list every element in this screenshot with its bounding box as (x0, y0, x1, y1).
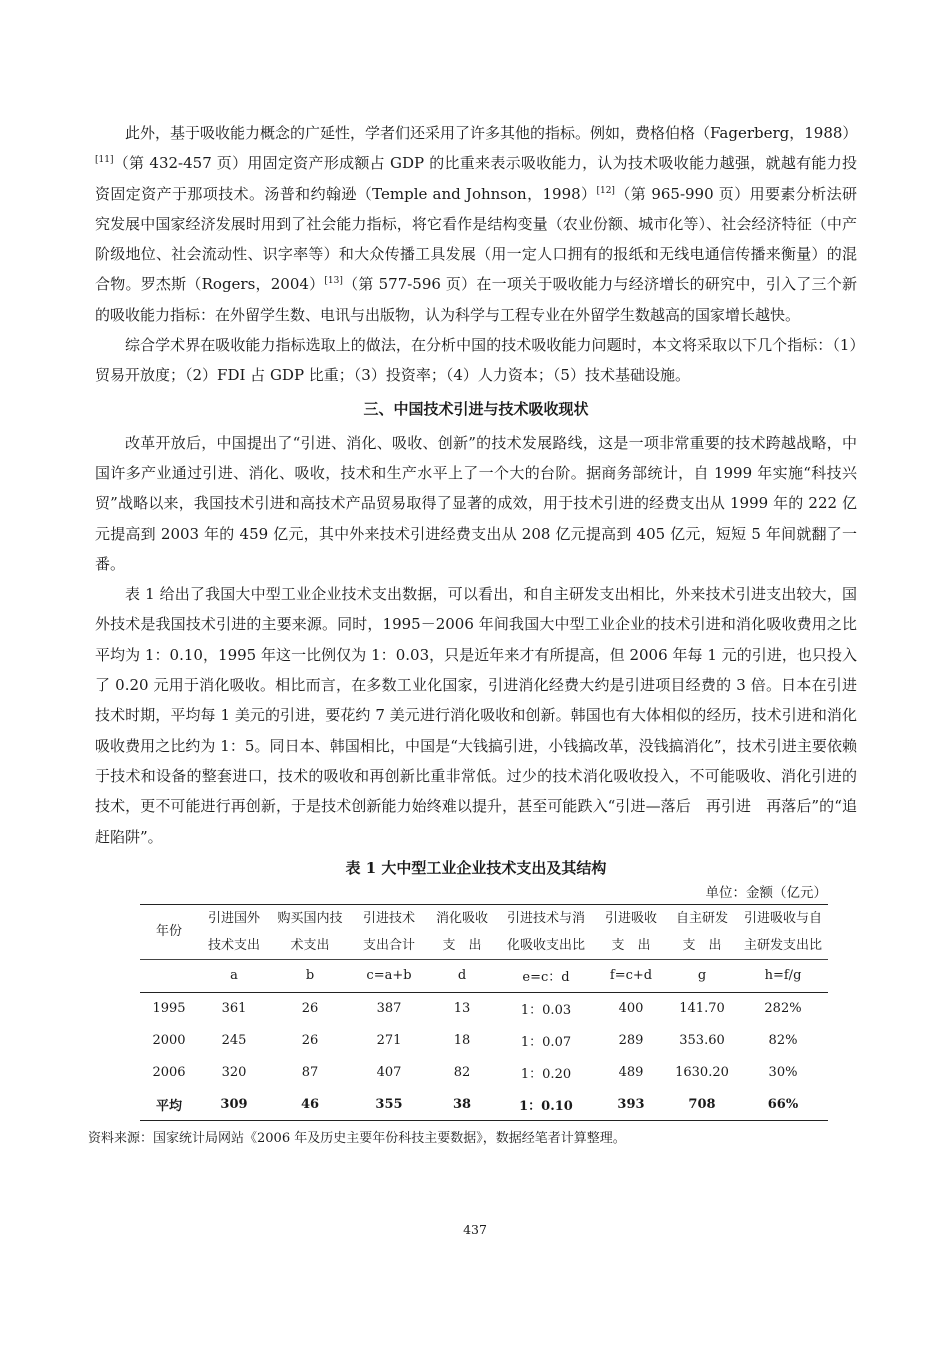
table-cell: 289 (618, 1033, 644, 1049)
table-cell: 1995 (152, 1001, 186, 1017)
table-cell: 2000 (152, 1033, 186, 1049)
header-cell: 引进国外 (198, 904, 270, 932)
table-cell: g (666, 959, 738, 992)
p1-part-a: 此外，基于吸收能力概念的广延性，学者们还采用了许多其他的指标。例如，费格伯格（Fagerberg，1988） (125, 124, 858, 142)
table-cell: 82 (453, 1065, 471, 1081)
paragraph-2: 综合学术界在吸收能力指标选取上的做法，在分析中国的技术吸收能力问题时，本文将采取以下几个指标：（1）贸易开放度；（2）FDI 占 GDP 比重；（3）投资率；（4）人力资本；（5）技术基础设施。 (95, 336, 857, 385)
table-cell: 18 (453, 1033, 471, 1049)
table-row (140, 992, 828, 1025)
table-cell: h=f/g (738, 959, 828, 992)
table-cell: 387 (376, 1001, 402, 1017)
table-cell: 489 (618, 1065, 644, 1081)
table-unit: 单位：金额（亿元） (705, 884, 827, 901)
table-cell: 2006 (152, 1065, 186, 1081)
header-cell: 主研发支出比 (743, 937, 822, 953)
table-source-note: 资料来源：国家统计局网站《2006 年及历史主要年份科技主要数据》，数据经笔者计算整理。 (88, 1130, 626, 1146)
table-cell: 400 (618, 1001, 644, 1017)
table-cell: 282% (764, 1001, 802, 1017)
header-cell: 引进技术与消 (496, 904, 596, 932)
header-cell: 消化吸收 (428, 904, 496, 932)
table-cell: 平均 (140, 1089, 198, 1121)
tech-expenditure-table (140, 904, 828, 1121)
table-row (140, 1025, 828, 1057)
table-cell: 320 (221, 1065, 247, 1081)
table-cell: 1：0.03 (520, 1003, 572, 1019)
table-cell: 13 (453, 1001, 471, 1017)
table-cell: 309 (198, 1089, 270, 1121)
paragraph-3: 改革开放后，中国提出了“引进、消化、吸收、创新”的技术发展路线，这是一项非常重要的技术跨越战略，中国许多产业通过引进、消化、吸收，技术和生产水平上了一个大的台阶。据商务部统计，自 1999 年实施“科技兴贸”战略以来，我国技术引进和高技术产品贸易取得了显著的成效，用于技术引进的经费支出从 1999 年的 222 亿元提高到 2003 年的 459 亿元，其中外来技术引进经费支出从 208 亿元提高到 405 亿元，短短 5 年间就翻了一番。 (95, 433, 857, 573)
table-cell: 26 (301, 1001, 319, 1017)
table-cell: 46 (270, 1089, 350, 1121)
table-title: 表 1 大中型工业企业技术支出及其结构 (345, 858, 607, 877)
table-cell: b (270, 959, 350, 992)
table-cell (140, 959, 198, 992)
table-cell: 82% (768, 1033, 798, 1049)
formula-row (140, 959, 828, 992)
table-cell: d (428, 959, 496, 992)
p1-part-d: （第 577-596 页）在一项关于吸收能力与经济增长的研究中，引入了三个新的吸收能力指标：在外留学生数、电讯与出版物，认为科学与工程专业在外留学生数越高的国家增长越快。 (95, 275, 857, 324)
header-cell: 支 出 (611, 937, 651, 953)
header-cell: 引进技术 (350, 904, 428, 932)
table-cell: f=c+d (596, 959, 666, 992)
table-cell: 87 (301, 1065, 319, 1081)
header-cell: 术支出 (290, 937, 330, 953)
table-header-row-2 (140, 932, 828, 960)
page-body (88, 118, 858, 1149)
table-cell: 245 (221, 1033, 247, 1049)
citation-11: [11] (95, 155, 114, 166)
header-cell: 支 出 (682, 937, 722, 953)
page-number: 437 (463, 1222, 487, 1237)
table-cell: c=a+b (350, 959, 428, 992)
table-cell: e=c：d (496, 959, 596, 992)
header-cell: 化吸收支出比 (506, 937, 585, 953)
header-cell: 支出合计 (362, 937, 415, 953)
table-cell: 141.70 (679, 1001, 725, 1017)
table-cell: 407 (376, 1065, 402, 1081)
header-cell: 购买国内技 (270, 904, 350, 932)
average-row (140, 1089, 828, 1121)
p1-part-b: （第 432-457 页）用固定资产形成额占 GDP 的比重来表示吸收能力，认为技术吸收能力越强，就越有能力投资固定资产于那项技术。汤普和约翰逊（Temple and Johnson，1998） (95, 154, 857, 203)
header-cell: 自主研发 (666, 904, 738, 932)
table-row (140, 1057, 828, 1089)
section-heading: 三、中国技术引进与技术吸收现状 (363, 399, 589, 418)
header-cell: 支 出 (442, 937, 482, 953)
table-cell: 66% (738, 1089, 828, 1121)
table-cell: 30% (768, 1065, 798, 1081)
table-cell: 393 (596, 1089, 666, 1121)
table-cell: 1：0.10 (496, 1089, 596, 1121)
header-cell: 技术支出 (207, 937, 260, 953)
header-cell: 引进吸收与自 (738, 904, 828, 932)
table-cell: 361 (221, 1001, 247, 1017)
citation-13: [13] (324, 276, 343, 287)
table-cell: 26 (301, 1033, 319, 1049)
paragraph-4: 表 1 给出了我国大中型工业企业技术支出数据，可以看出，和自主研发支出相比，外来技术引进支出较大，国外技术是我国技术引进的主要来源。同时，1995－2006 年间我国大中型工业企业的技术引进和消化吸收费用之比平均为 1：0.10，1995 年这一比例仅为 1：0.03，只是近年来才有所提高，但 2006 年每 1 元的引进，也只投入了 0.20 元用于消化吸收。相比而言，在多数工业化国家，引进消化经费大约是引进项目经费的 3 倍。日本在引进技术时期，平均每 1 美元的引进，要花约 7 美元进行消化吸收和创新。韩国也有大体相似的经历，技术引进和消化吸收费用之比约为 1：5。同日本、韩国相比，中国是“大钱搞引进，小钱搞改革，没钱搞消化”，技术引进主要依赖于技术和设备的整套进口，技术的吸收和再创新比重非常低。过少的技术消化吸收投入，不可能吸收、消化引进的技术，更不可能进行再创新，于是技术创新能力始终难以提升，甚至可能跌入“引进—落后 再引进 再落后”的“追赶陷阱”。 (95, 585, 857, 846)
table-header-row-1 (140, 904, 828, 932)
table-cell: 38 (428, 1089, 496, 1121)
table-cell: 355 (350, 1089, 428, 1121)
paragraph-1 (95, 118, 857, 330)
table-cell: 1：0.07 (520, 1035, 572, 1051)
citation-12: [12] (596, 185, 615, 196)
table-cell: 271 (376, 1033, 402, 1049)
table-cell: a (198, 959, 270, 992)
header-cell: 引进吸收 (596, 904, 666, 932)
table-cell: 1：0.20 (520, 1067, 572, 1083)
p1-part-c: （第 965-990 页）用要素分析法研究发展中国家经济发展时用到了社会能力指标，将它看作是结构变量（农业份额、城市化等）、社会经济特征（中产阶级地位、社会流动性、识字率等）和大众传播工具发展（用一定人口拥有的报纸和无线电通信传播来衡量）的混合物。罗杰斯（Rogers，2004） (95, 184, 858, 294)
table-cell: 353.60 (679, 1033, 725, 1049)
table-cell: 708 (666, 1089, 738, 1121)
header-year: 年份 (140, 904, 198, 959)
table-cell: 1630.20 (675, 1065, 729, 1081)
